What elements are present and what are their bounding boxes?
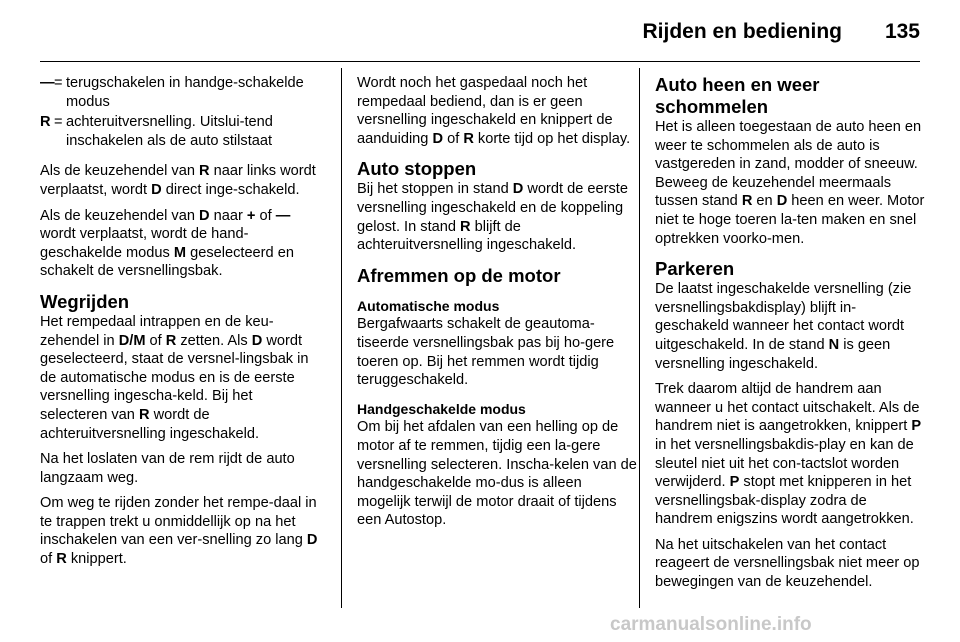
paragraph: Bergafwaarts schakelt de geautoma-tiseerde versnellingsbak pas bij ho-gere toeren op. Bij het remmen wordt tijdig teruggeschakeld.	[357, 316, 615, 389]
paragraph: Wordt noch het gaspedaal noch het rempedaal bediend, dan is er geen versnelling ingeschakeld en knippert de aanduiding D of R korte tijd op het display.	[357, 75, 631, 147]
subheading-automatische-modus: Automatische modus	[357, 297, 500, 314]
paragraph: Na het loslaten van de rem rijdt de auto langzaam weg.	[40, 451, 295, 486]
paragraph: Het rempedaal intrappen en de keu-zehendel in D/M of R zetten. Als D wordt geselecteerd, staat de versnel-lingsbak in de automatische modus en is de eerste versnelling ingescha-keld. Bij het selecteren van R wordt de achteruitversnelling ingeschakeld.	[40, 313, 309, 442]
heading-wegrijden: Wegrijden	[40, 290, 130, 312]
page-header	[0, 0, 960, 62]
section-title: Rijden en bediening	[642, 20, 842, 43]
paragraph: Als de keuzehendel van R naar links wordt verplaatst, wordt D direct inge-schakeld.	[40, 163, 316, 198]
paragraph: Bij het stoppen in stand D wordt de eerste versnelling ingeschakeld en de koppeling gelost. In stand R blijft de achteruitversnelling ingeschakeld.	[357, 181, 628, 254]
paragraph: Trek daarom altijd de handrem aan wanneer u het contact uitschakelt. Als de handrem niet is aangetrokken, knippert P in het versnellingsbakdis-play en kan de sleutel niet uit het con-tactslot worden verwijderd. P stopt met knipperen in het versnellingsbak-display zodra de handrem enigszins wordt aangetrokken.	[655, 381, 922, 528]
column-2	[357, 74, 639, 537]
watermark: carmanualsonline.info	[610, 614, 812, 635]
column-divider-1	[341, 68, 342, 608]
definition-text: terugschakelen in handge-schakelde modus	[66, 75, 304, 110]
subheading-handgeschakelde-modus: Handgeschakelde modus	[357, 400, 526, 417]
page-number: 135	[884, 20, 920, 43]
paragraph: Het is alleen toegestaan de auto heen en weer te schommelen als de auto is vastgereden in zand, modder of sneeuw. Beweeg de keuzehendel meermaals tussen stand R en D heen en weer. Motor niet te hoge toeren la-ten maken en snel optrekken voorko-men.	[655, 119, 925, 247]
column-3	[655, 74, 925, 599]
r-key: R	[40, 114, 51, 131]
plus-icon: +	[246, 207, 256, 224]
definition-text: achteruitversnelling. Uitslui-tend inschakelen als de auto stilstaat	[66, 114, 273, 149]
heading-schommelen: Auto heen en weer schommelen	[655, 74, 820, 117]
paragraph: Na het uitschakelen van het contact reageert de versnellingsbak niet meer op bewegingen van de keuzehendel.	[655, 536, 920, 591]
paragraph: De laatst ingeschakelde versnelling (zie versnellingsbakdisplay) blijft in-geschakeld wanneer het contact wordt uitgeschakeld. In de stand N is geen versnelling ingeschakeld.	[655, 281, 912, 372]
paragraph: Als de keuzehendel van D naar + of — wordt verplaatst, wordt de hand-geschakelde modus M geselecteerd en schakelt de versnellingsbak.	[40, 207, 294, 280]
definition-minus: — = terugschakelen in handge-schakelde modus	[40, 74, 322, 111]
heading-auto-stoppen: Auto stoppen	[357, 158, 477, 180]
minus-icon: —	[275, 207, 291, 224]
definition-r: R = achteruitversnelling. Uitslui-tend inschakelen als de auto stilstaat	[40, 113, 322, 150]
heading-afremmen: Afremmen op de motor	[357, 264, 561, 286]
minus-key: —	[40, 75, 55, 91]
heading-parkeren: Parkeren	[655, 258, 735, 280]
header-rule	[40, 61, 920, 62]
column-1	[40, 74, 322, 576]
paragraph: Om weg te rijden zonder het rempe-daal in te trappen trekt u onmiddellijk op na het inschakelen van een ver-snelling zo lang D of R knippert.	[40, 495, 318, 568]
column-divider-2	[639, 68, 640, 608]
paragraph: Om bij het afdalen van een helling op de motor af te remmen, tijdig een la-gere versnelling selecteren. Inscha-kelen van de handgeschakelde mo-dus is alleen mogelijk terwijl de motor draait of tijdens een Autostop.	[357, 419, 637, 529]
